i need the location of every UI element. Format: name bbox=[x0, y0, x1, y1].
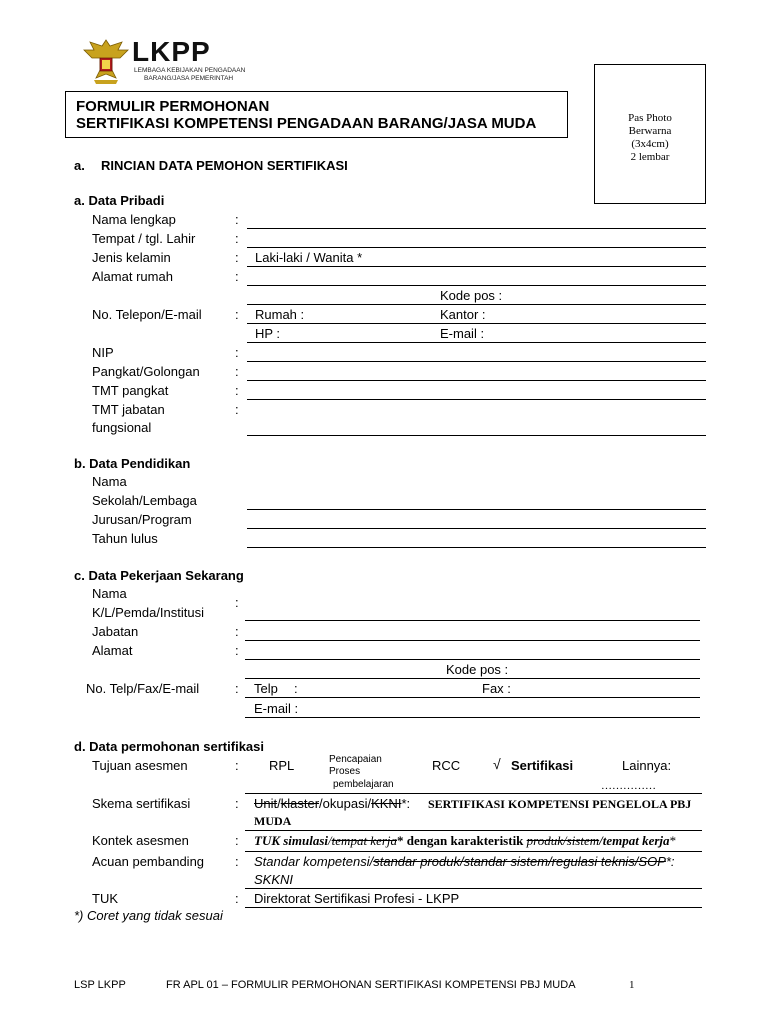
lkpp-logo bbox=[82, 36, 262, 86]
label-alamat-rumah: Alamat rumah bbox=[92, 269, 173, 284]
section-a-number: a. bbox=[74, 158, 85, 173]
value-skema bbox=[254, 796, 410, 811]
field-kode-pos[interactable] bbox=[247, 304, 706, 305]
pribadi-heading: a. Data Pribadi bbox=[74, 193, 165, 208]
photo-line-2: Berwarna bbox=[628, 125, 672, 137]
colon: : bbox=[235, 364, 239, 379]
option-pencapaian-line-1[interactable]: Pencapaian bbox=[329, 754, 382, 765]
colon: : bbox=[235, 854, 239, 869]
divider-acuan bbox=[245, 888, 702, 889]
label-telp-colon: : bbox=[294, 681, 298, 696]
colon: : bbox=[235, 681, 239, 696]
footer-center: FR APL 01 – FORMULIR PERMOHONAN SERTIFIKASI KOMPETENSI PBJ MUDA bbox=[166, 979, 576, 991]
pendidikan-heading: b. Data Pendidikan bbox=[74, 456, 191, 471]
field-tmt-pangkat[interactable] bbox=[247, 399, 706, 400]
label-nama-lengkap: Nama lengkap bbox=[92, 212, 176, 227]
lainnya-dots[interactable]: …………… bbox=[601, 780, 656, 792]
label-tujuan-asesmen: Tujuan asesmen bbox=[92, 758, 188, 773]
divider-tujuan bbox=[245, 793, 702, 794]
photo-line-4: 2 lembar bbox=[630, 151, 670, 163]
label-skema-sertifikasi: Skema sertifikasi bbox=[92, 796, 191, 811]
label-acuan-pembanding: Acuan pembanding bbox=[92, 854, 205, 869]
field-nip[interactable] bbox=[247, 361, 706, 362]
label-kode-pos-kantor: Kode pos : bbox=[446, 662, 509, 677]
label-tempat-lahir: Tempat / tgl. Lahir bbox=[92, 231, 196, 246]
colon: : bbox=[235, 796, 239, 811]
field-hp-email[interactable] bbox=[247, 342, 706, 343]
skema-kkni-struck: KKNI bbox=[371, 796, 402, 811]
label-tmt-jabatan: TMT jabatan bbox=[92, 402, 165, 417]
colon: : bbox=[235, 383, 239, 398]
acuan-star: *: bbox=[665, 854, 675, 869]
kontek-tempat-struck: tempat kerja bbox=[331, 833, 398, 848]
form-title-line-1: FORMULIR PERMOHONAN bbox=[76, 98, 270, 115]
label-jurusan: Jurusan/Program bbox=[92, 512, 192, 527]
label-nama-instansi-2: K/L/Pemda/Institusi bbox=[92, 605, 204, 620]
label-tahun-lulus: Tahun lulus bbox=[92, 531, 158, 546]
checkmark-icon: √ bbox=[493, 756, 501, 772]
label-nama-sekolah-2: Sekolah/Lembaga bbox=[92, 493, 197, 508]
section-a-heading: RINCIAN DATA PEMOHON SERTIFIKASI bbox=[101, 158, 348, 173]
footer-left: LSP LKPP bbox=[74, 979, 126, 991]
option-lainnya[interactable]: Lainnya: bbox=[622, 758, 672, 773]
value-acuan bbox=[254, 854, 675, 869]
field-instansi[interactable] bbox=[245, 620, 700, 621]
skema-star: *: bbox=[401, 796, 411, 811]
field-nama-lengkap[interactable] bbox=[247, 228, 706, 229]
colon: : bbox=[235, 595, 239, 610]
pekerjaan-heading: c. Data Pekerjaan Sekarang bbox=[74, 568, 244, 583]
colon: : bbox=[235, 250, 239, 265]
kontek-slash: / bbox=[328, 833, 332, 848]
colon: : bbox=[235, 307, 239, 322]
field-jenis-kelamin bbox=[247, 266, 706, 267]
colon: : bbox=[235, 624, 239, 639]
value-acuan-skkni: SKKNI bbox=[254, 872, 294, 887]
label-pangkat-golongan: Pangkat/Golongan bbox=[92, 364, 200, 379]
field-jabatan[interactable] bbox=[245, 640, 700, 641]
colon: : bbox=[235, 269, 239, 284]
field-alamat-kantor[interactable] bbox=[245, 659, 700, 660]
kontek-tuk-simulasi: TUK simulasi bbox=[254, 833, 329, 848]
field-alamat-rumah[interactable] bbox=[247, 285, 706, 286]
divider-tuk bbox=[245, 907, 702, 908]
colon: : bbox=[235, 402, 239, 417]
label-email: E-mail : bbox=[440, 326, 485, 341]
logo-subtitle-1: LEMBAGA KEBIJAKAN PENGADAAN bbox=[134, 67, 246, 74]
logo-title: LKPP bbox=[132, 36, 211, 67]
skema-okupasi: /okupasi/ bbox=[319, 796, 372, 811]
acuan-standar: Standar kompetensi/ bbox=[254, 854, 374, 869]
label-alamat-kantor: Alamat bbox=[92, 643, 133, 658]
option-rpl[interactable]: RPL bbox=[269, 758, 295, 773]
skema-klaster-struck: klaster bbox=[280, 796, 320, 811]
label-kontek-asesmen: Kontek asesmen bbox=[92, 833, 189, 848]
option-pencapaian-line-3: pembelajaran bbox=[333, 779, 394, 790]
field-kode-pos-kantor[interactable] bbox=[245, 678, 700, 679]
colon: : bbox=[235, 345, 239, 360]
divider-skema bbox=[245, 830, 702, 831]
photo-line-1: Pas Photo bbox=[628, 112, 672, 124]
label-nama-instansi-1: Nama bbox=[92, 586, 127, 601]
acuan-struck: standar produk/standar sistem/regulasi teknis/SOP bbox=[373, 854, 666, 869]
label-hp: HP : bbox=[255, 326, 281, 341]
value-skema-title-2: MUDA bbox=[254, 814, 292, 828]
label-jabatan: Jabatan bbox=[92, 624, 139, 639]
logo-subtitle-2: BARANG/JASA PEMERINTAH bbox=[144, 75, 234, 82]
form-title-line-2: SERTIFIKASI KOMPETENSI PENGADAAN BARANG/JASA MUDA bbox=[76, 115, 537, 132]
form-title-box bbox=[65, 91, 568, 138]
skema-unit-struck: Unit bbox=[254, 796, 278, 811]
permohonan-heading: d. Data permohonan sertifikasi bbox=[74, 739, 264, 754]
label-rumah: Rumah : bbox=[255, 307, 305, 322]
colon: : bbox=[235, 758, 239, 773]
label-tuk: TUK bbox=[92, 891, 118, 906]
label-kode-pos: Kode pos : bbox=[440, 288, 503, 303]
field-telp-fax[interactable] bbox=[245, 697, 700, 698]
label-telepon-email: No. Telepon/E-mail bbox=[92, 307, 202, 322]
label-kantor: Kantor : bbox=[440, 307, 486, 322]
value-jenis-kelamin[interactable]: Laki-laki / Wanita * bbox=[255, 250, 363, 265]
colon: : bbox=[235, 833, 239, 848]
footnote-coret: *) Coret yang tidak sesuai bbox=[74, 908, 223, 923]
value-tuk: Direktorat Sertifikasi Profesi - LKPP bbox=[254, 891, 460, 906]
field-telepon-rumah-kantor[interactable] bbox=[247, 323, 706, 324]
skema-slash: / bbox=[277, 796, 281, 811]
kontek-tempat-kerja: /tempat kerja bbox=[599, 833, 670, 848]
garuda-emblem-icon bbox=[82, 36, 130, 86]
field-tmt-jabatan[interactable] bbox=[247, 435, 706, 436]
field-nama-sekolah[interactable] bbox=[247, 509, 706, 510]
kontek-produk-struck: produk/sistem bbox=[526, 833, 600, 848]
label-telp: Telp bbox=[254, 681, 278, 696]
footer-page-number: 1 bbox=[629, 979, 635, 991]
colon: : bbox=[235, 891, 239, 906]
label-jenis-kelamin: Jenis kelamin bbox=[92, 250, 171, 265]
colon: : bbox=[235, 643, 239, 658]
option-rcc[interactable]: RCC bbox=[432, 758, 461, 773]
field-tempat-lahir[interactable] bbox=[247, 247, 706, 248]
label-email-kantor: E-mail : bbox=[254, 701, 299, 716]
divider-kontek bbox=[245, 851, 702, 852]
label-tmt-pangkat: TMT pangkat bbox=[92, 383, 169, 398]
colon: : bbox=[235, 231, 239, 246]
value-skema-title-1: SERTIFIKASI KOMPETENSI PENGELOLA PBJ bbox=[428, 797, 692, 811]
field-tahun-lulus[interactable] bbox=[247, 547, 706, 548]
value-kontek bbox=[254, 833, 676, 849]
field-email-kantor[interactable] bbox=[245, 717, 700, 718]
field-pangkat-golongan[interactable] bbox=[247, 380, 706, 381]
option-pencapaian-line-2: Proses bbox=[329, 766, 361, 777]
label-telp-fax-email: No. Telp/Fax/E-mail bbox=[86, 681, 200, 696]
label-nip: NIP bbox=[92, 345, 114, 360]
option-sertifikasi[interactable]: Sertifikasi bbox=[511, 758, 574, 773]
kontek-star: * bbox=[669, 833, 677, 848]
colon: : bbox=[235, 212, 239, 227]
label-nama-sekolah-1: Nama bbox=[92, 474, 127, 489]
pas-photo-box bbox=[594, 64, 706, 204]
label-fax: Fax : bbox=[482, 681, 511, 696]
label-fungsional: fungsional bbox=[92, 420, 152, 435]
field-jurusan[interactable] bbox=[247, 528, 706, 529]
kontek-middle: * dengan karakteristik bbox=[397, 833, 524, 848]
photo-line-3: (3x4cm) bbox=[631, 138, 669, 150]
